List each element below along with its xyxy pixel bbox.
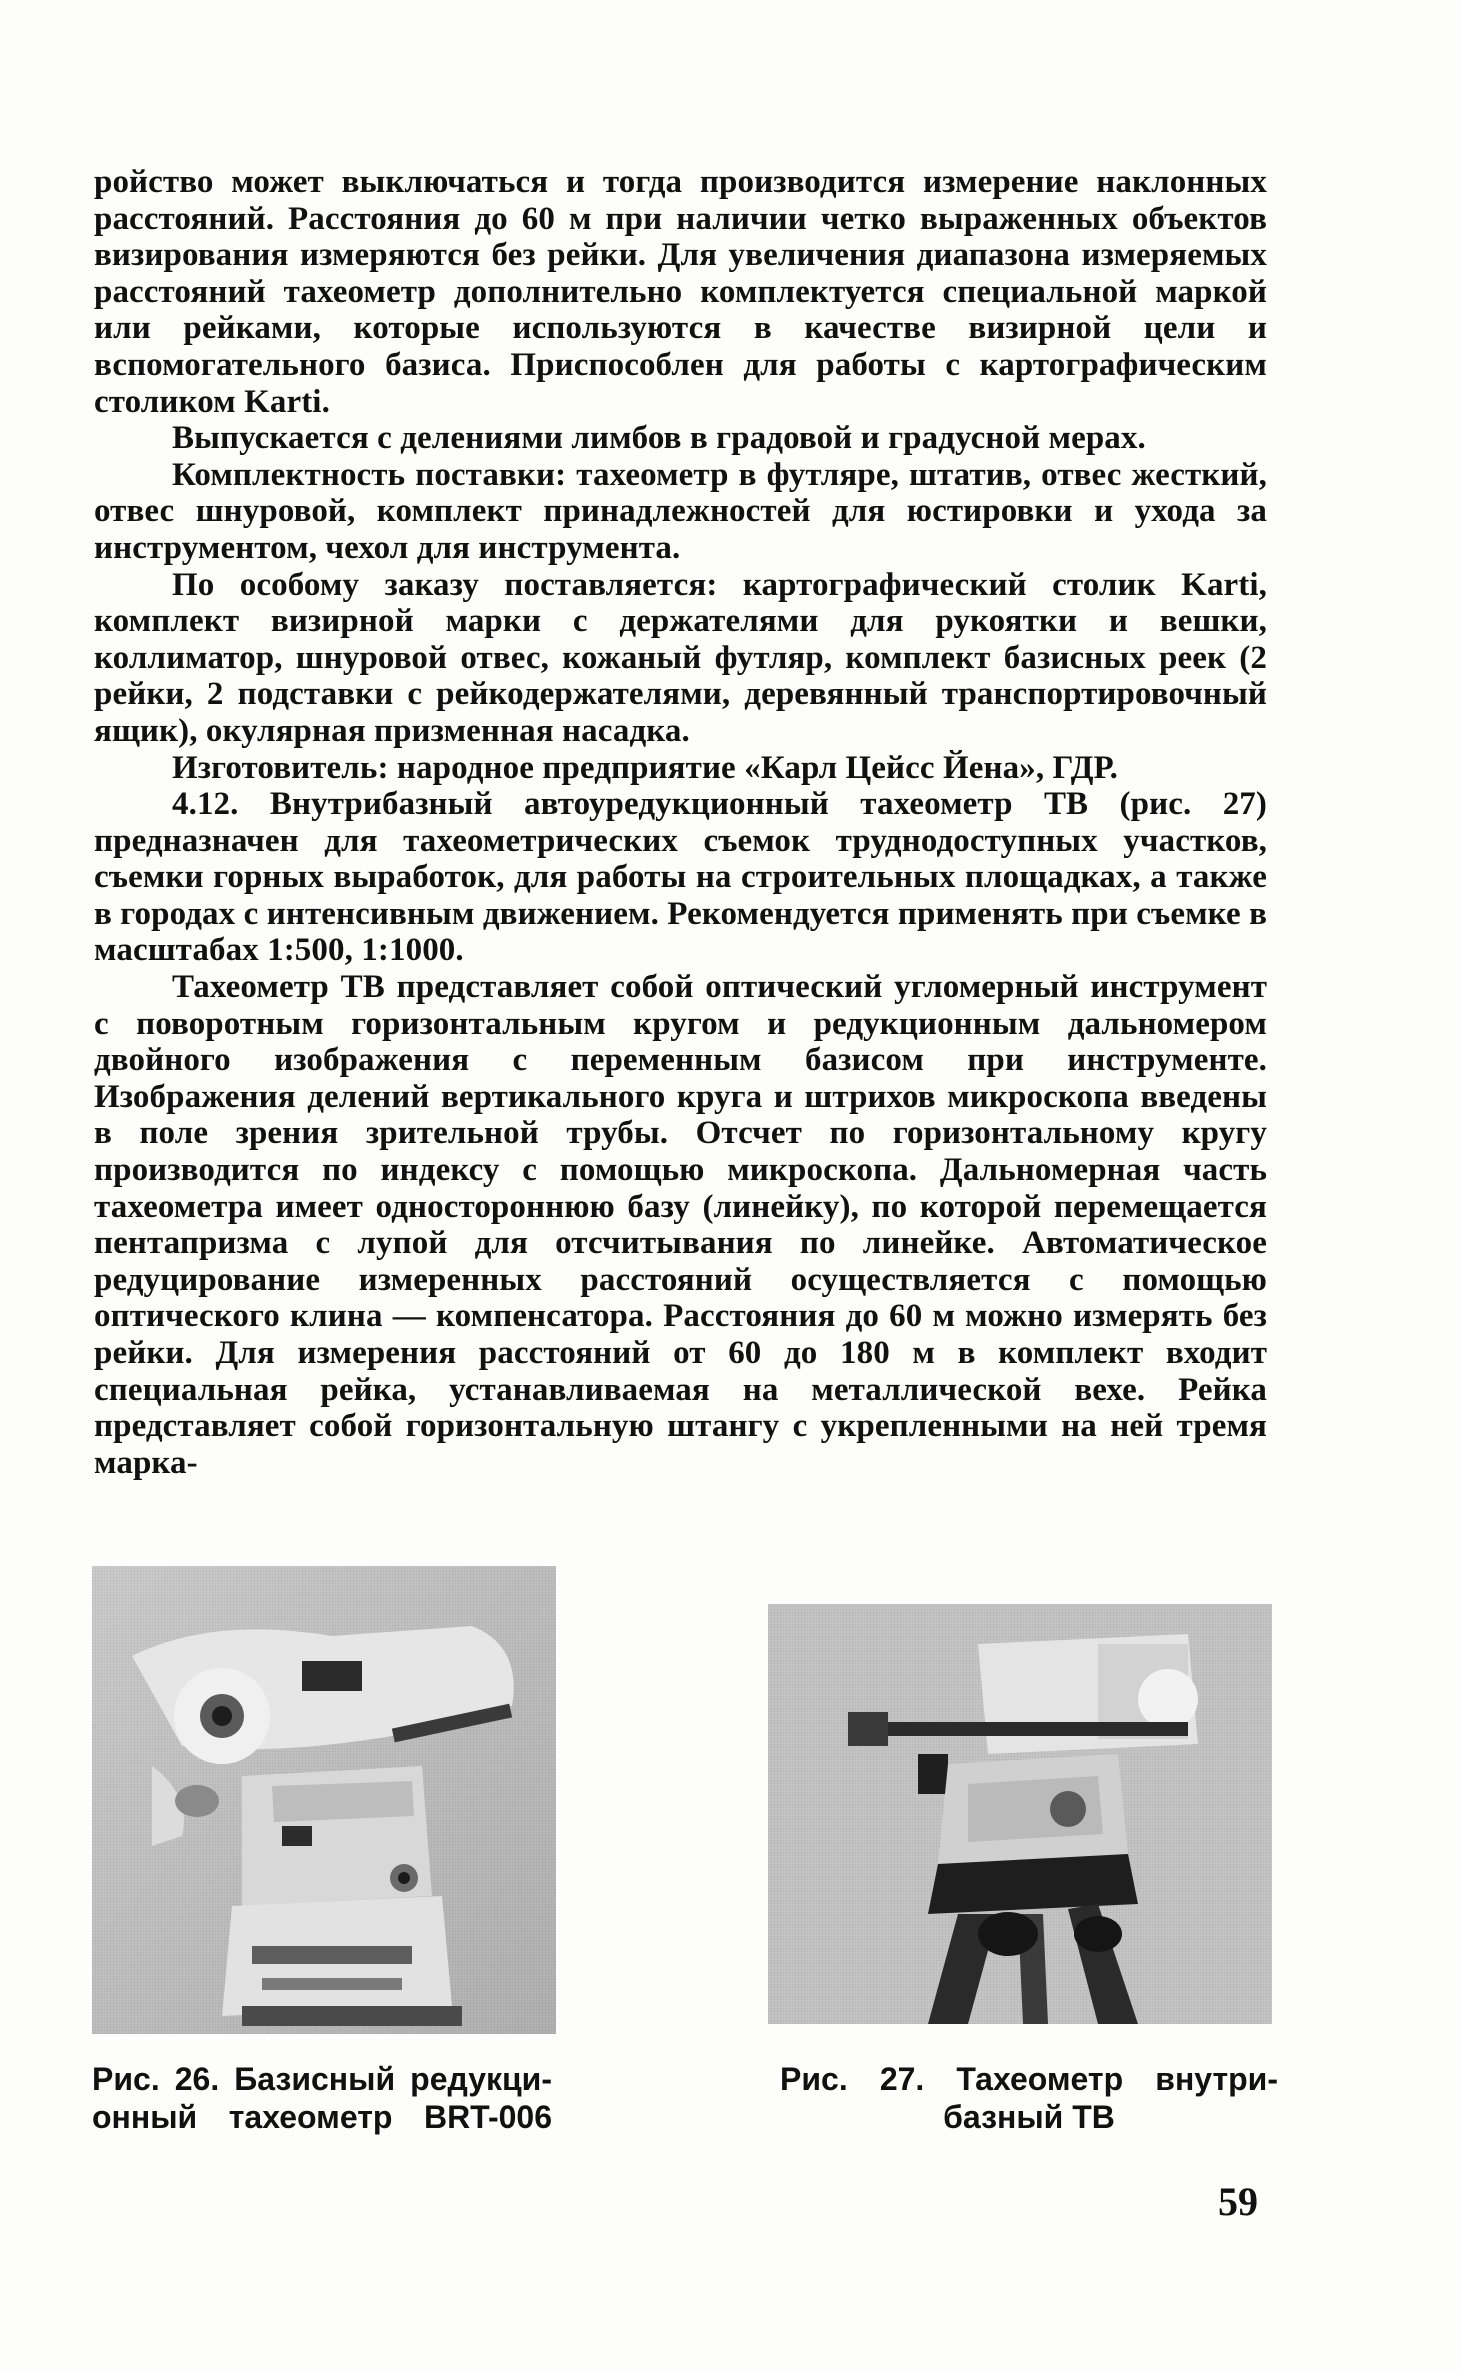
paragraph-6: 4.12. Внутрибазный автоуредукционный тахеометр ТВ (рис. 27) предназначен для тахеометрических съемок труднодоступных участков, съемки горных выработок, для работы на строительных площадках, а также в городах с интенсивным движением. Рекомендуется применять при съемке в масштабах 1:500, 1:1000. (94, 786, 1267, 969)
page-number: 59 (1218, 2179, 1258, 2224)
figure-26-photo (92, 1566, 556, 2034)
paragraph-3: Комплектность поставки: тахеометр в футляре, штатив, отвес жесткий, отвес шнуровой, комплект принадлежностей для юстировки и ухода за инструментом, чехол для инструмента. (94, 456, 1267, 566)
paragraph-7: Тахеометр ТВ представляет собой оптический угломерный инструмент с поворотным горизонтальным кругом и редукционным дальномером двойного изображения с переменным базисом при инструменте. Изображения делений вертикального круга и штрихов микроскопа введены в поле зрения зрительной трубы. Отсчет по горизонтальному кругу производится по индексу с помощью микроскопа. Дальномерная часть тахеометра имеет одностороннюю базу (линейку), по которой перемещается пентапризма с лупой для отсчитывания по линейке. Автоматическое редуцирование измеренных расстояний осуществляется с помощью оптического клина — компенсатора. Расстояния до 60 м можно измерять без рейки. Для измерения расстояний от 60 до 180 м в комплект входит специальная рейка, устанавливаемая на металлической вехе. Рейка представляет собой горизонтальную штангу с укрепленными на ней тремя марка- (94, 969, 1267, 1481)
tacheometer-brt006-image (92, 1566, 556, 2034)
figure-26-caption-line-2: онный тахеометр BRT-006 (92, 2099, 552, 2135)
tacheometer-tv-image (768, 1604, 1272, 2024)
paragraph-5: Изготовитель: народное предприятие «Карл Цейсс Йена», ГДР. (172, 749, 1119, 786)
paragraph-2: Выпускается с делениями лимбов в градовой и градусной мерах. (172, 420, 1146, 457)
figure-27-caption-line-1: Рис. 27. Тахеометр внутри- (780, 2061, 1278, 2097)
figure-27-caption (780, 2060, 1278, 2136)
figure-26-caption-line-1: Рис. 26. Базисный редукци- (92, 2061, 552, 2097)
paragraph-4: По особому заказу поставляется: картографический столик Karti, комплект визирной марки с держателями для рукоятки и вешки, коллиматор, шнуровой отвес, кожаный футляр, комплект базисных реек (2 рейки, 2 подставки с рейкодержателями, деревянный транспортировочный ящик), окулярная призменная насадка. (94, 566, 1267, 749)
figure-26-caption (92, 2060, 552, 2136)
paragraph-1: ройство может выключаться и тогда производится измерение наклонных расстояний. Расстояния до 60 м при наличии четко выраженных объектов визирования измеряются без рейки. Для увеличения диапазона измеряемых расстояний тахеометр дополнительно комплектуется специальной маркой или рейками, которые используются в качестве визирной цели и вспомогательного базиса. Приспособлен для работы с картографическим столиком Karti. (94, 164, 1267, 420)
body-text (94, 164, 1267, 1481)
figure-27-photo (768, 1604, 1272, 2024)
figure-27-caption-line-2: базный ТВ (943, 2099, 1115, 2135)
